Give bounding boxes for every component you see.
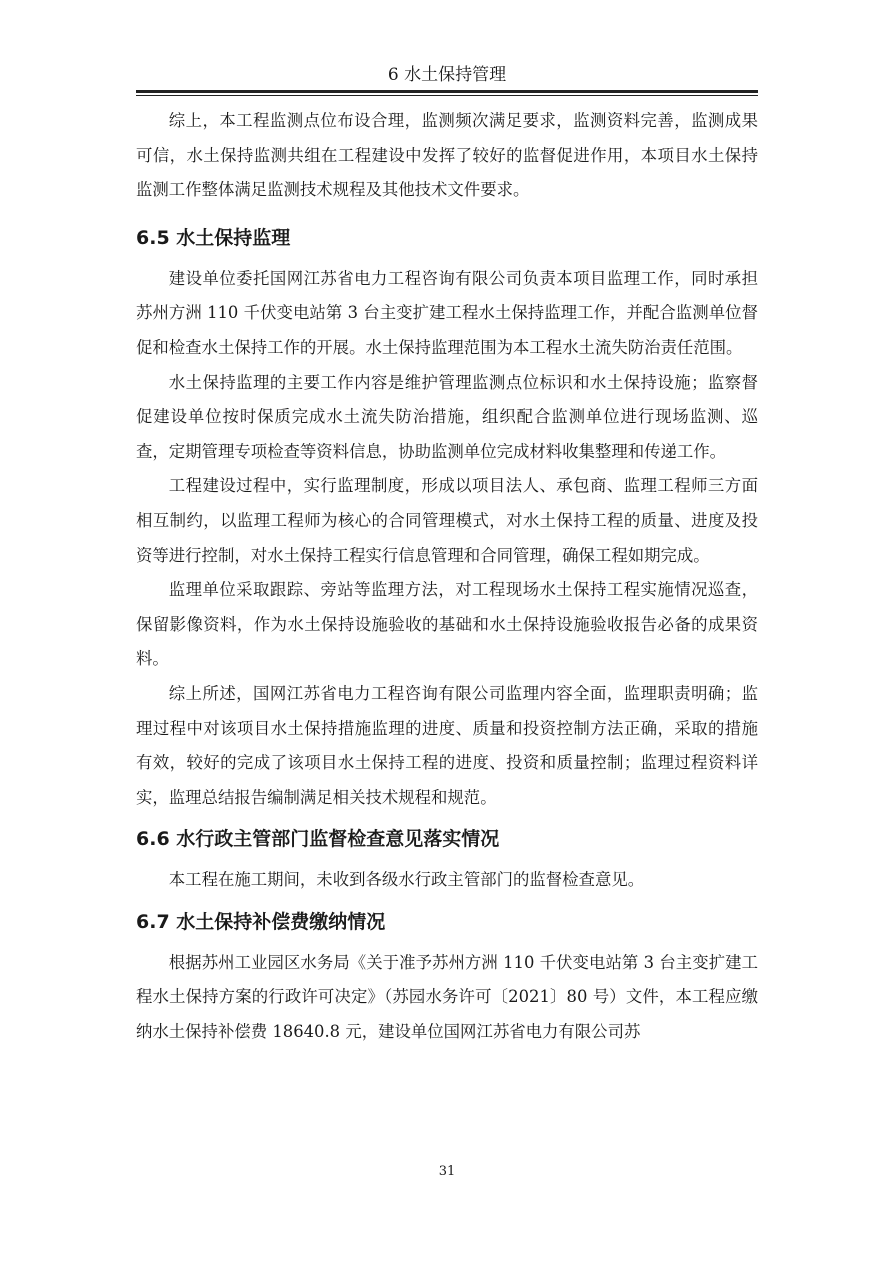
page-body: [136, 104, 758, 1050]
body-paragraph: 水土保持监理的主要工作内容是维护管理监测点位标识和水土保持设施；监察督促建设单位按时保质完成水土流失防治措施，组织配合监测单位进行现场监测、巡查，定期管理专项检查等资料信息，协助监测单位完成材料收集整理和传递工作。: [136, 372, 758, 461]
body-paragraph: 综上，本工程监测点位布设合理，监测频次满足要求，监测资料完善，监测成果可信，水土保持监测共组在工程建设中发挥了较好的监督促进作用，本项目水土保持监测工作整体满足监测技术规程及其他技术文件要求。: [136, 111, 758, 200]
header-rule-thin: [136, 95, 758, 96]
body-paragraph: 本工程在施工期间，未收到各级水行政主管部门的监督检查意见。: [168, 870, 645, 890]
running-header: 6 水土保持管理: [387, 65, 507, 85]
body-paragraph: 建设单位委托国网江苏省电力工程咨询有限公司负责本项目监理工作，同时承担苏州方洲 110 千伏变电站第 3 台主变扩建工程水土保持监理工作，并配合监测单位督促和检查水土保持工作的开展。水土保持监理范围为本工程水土流失防治责任范围。: [136, 268, 758, 357]
body-paragraph: 综上所述，国网江苏省电力工程咨询有限公司监理内容全面，监理职责明确；监理过程中对该项目水土保持措施监理的进度、质量和投资控制方法正确，采取的措施有效，较好的完成了该项目水土保持工程的进度、投资和质量控制；监理过程资料详实，监理总结报告编制满足相关技术规程和规范。: [136, 683, 758, 807]
section-heading-6-7: 6.7 水土保持补偿费缴纳情况: [136, 910, 386, 933]
body-paragraph: 工程建设过程中，实行监理制度，形成以项目法人、承包商、监理工程师三方面相互制约，以监理工程师为核心的合同管理模式，对水土保持工程的质量、进度及投资等进行控制，对水土保持工程实行信息管理和合同管理，确保工程如期完成。: [136, 476, 758, 565]
section-heading-6-5: 6.5 水土保持监理: [136, 226, 291, 249]
page-number: 31: [438, 1164, 456, 1179]
body-paragraph: 监理单位采取跟踪、旁站等监理方法，对工程现场水土保持工程实施情况巡查，保留影像资料，作为水土保持设施验收的基础和水土保持设施验收报告必备的成果资料。: [136, 580, 758, 669]
header-rule-thick: [136, 90, 758, 93]
section-heading-6-6: 6.6 水行政主管部门监督检查意见落实情况: [136, 828, 500, 851]
body-paragraph: 根据苏州工业园区水务局《关于准予苏州方洲 110 千伏变电站第 3 台主变扩建工程水土保持方案的行政许可决定》（苏园水务许可〔2021〕80 号）文件，本工程应缴纳水土保持补偿费 18640.8 元，建设单位国网江苏省电力有限公司苏: [136, 952, 758, 1042]
